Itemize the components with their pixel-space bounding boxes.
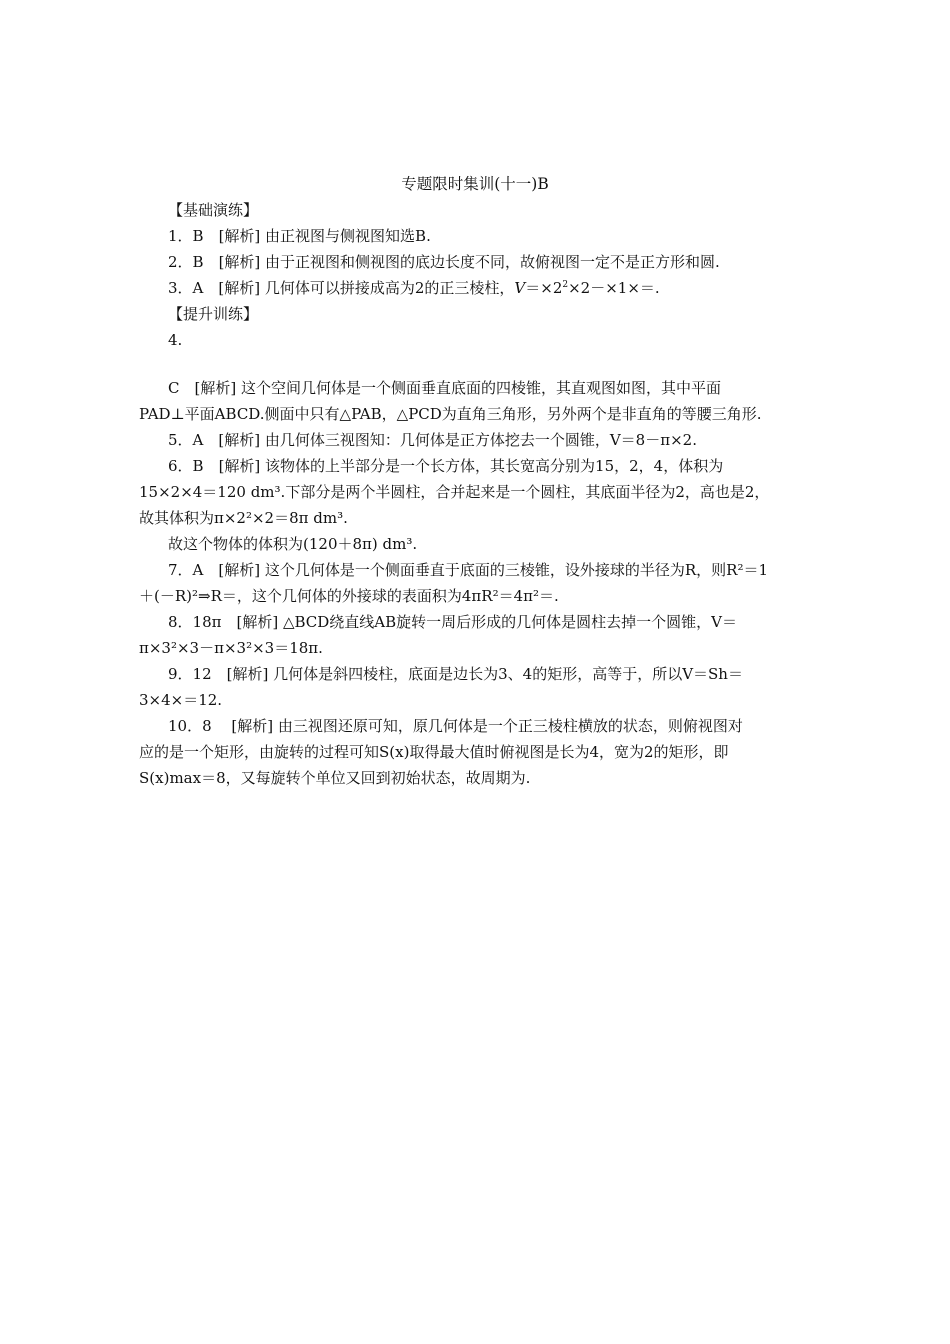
answer-6-line-4: 故这个物体的体积为(120＋8π) dm³. xyxy=(168,535,418,553)
answer-10-line-2: 应的是一个矩形，由旋转的过程可知S(x)取得最大值时俯视图是长为4，宽为2的矩形，即 xyxy=(139,743,729,761)
answer-3-part-c: ×2－×1×＝. xyxy=(568,279,660,297)
answer-6-line-1: 6．B [解析] 该物体的上半部分是一个长方体，其长宽高分别为15，2，4，体积为 xyxy=(168,457,724,475)
answer-6-line-2: 15×2×4＝120 dm³.下部分是两个半圆柱，合并起来是一个圆柱，其底面半径为2，高也是2， xyxy=(139,483,770,501)
answer-10-line-3: S(x)max＝8，又每旋转个单位又回到初始状态，故周期为. xyxy=(139,769,531,787)
section-heading-advanced: 【提升训练】 xyxy=(168,305,259,323)
answer-4-line-2: PAD⊥平面ABCD.侧面中只有△PAB，△PCD为直角三角形，另外两个是非直角的等腰三角形. xyxy=(139,405,762,423)
answer-2: 2．B [解析] 由于正视图和侧视图的底边长度不同，故俯视图一定不是正方形和圆. xyxy=(168,253,720,271)
answer-4-line-1: C [解析] 这个空间几何体是一个侧面垂直底面的四棱锥，其直观图如图，其中平面 xyxy=(168,379,721,397)
answer-8-line-2: π×3²×3－π×3²×3＝18π. xyxy=(139,639,323,657)
answer-3-var-v: V xyxy=(514,279,526,297)
answer-10-line-1: 10．8 [解析] 由三视图还原可知，原几何体是一个正三棱柱横放的状态，则俯视图对 xyxy=(168,717,743,735)
answer-7-line-1: 7．A [解析] 这个几何体是一个侧面垂直于底面的三棱锥，设外接球的半径为R，则R²＝1 xyxy=(168,561,768,579)
answer-4-number: 4. xyxy=(168,331,183,349)
answer-3-part-a: 3．A [解析] 几何体可以拼接成高为2的正三棱柱， xyxy=(168,279,515,297)
page-title: 专题限时集训(十一)B xyxy=(401,175,549,193)
answer-5: 5．A [解析] 由几何体三视图知：几何体是正方体挖去一个圆锥，V＝8－π×2. xyxy=(168,431,697,449)
answer-3-part-b: ＝×2 xyxy=(525,279,563,297)
answer-9-line-2: 3×4×＝12. xyxy=(139,691,223,709)
answer-7-line-2: ＋(－R)²⇒R＝，这个几何体的外接球的表面积为4πR²＝4π²＝. xyxy=(139,587,559,605)
answer-9-line-1: 9．12 [解析] 几何体是斜四棱柱，底面是边长为3、4的矩形，高等于，所以V＝Sh＝ xyxy=(168,665,743,683)
section-heading-basic: 【基础演练】 xyxy=(168,201,259,219)
answer-3 xyxy=(168,278,660,298)
answer-8-line-1: 8．18π [解析] △BCD绕直线AB旋转一周后形成的几何体是圆柱去掉一个圆锥，V＝ xyxy=(168,613,737,631)
answer-1: 1．B [解析] 由正视图与侧视图知选B. xyxy=(168,227,431,245)
answer-3-exponent: 2 xyxy=(562,280,569,290)
answer-6-line-3: 故其体积为π×2²×2＝8π dm³. xyxy=(139,509,348,527)
